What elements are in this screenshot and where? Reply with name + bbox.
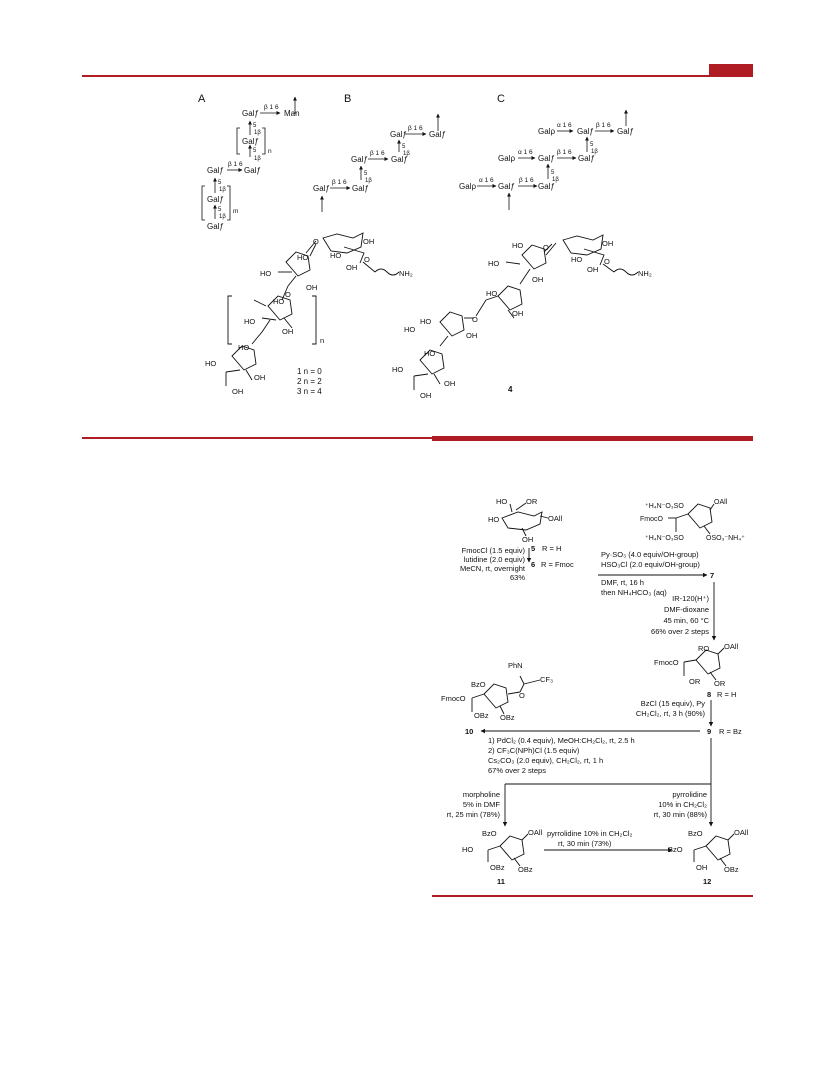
- step-9-12: [654, 790, 708, 819]
- step-7-8: [651, 594, 710, 636]
- cmpd10-labels: [441, 661, 553, 722]
- s1-n: n: [320, 336, 325, 345]
- s1-oh-l: OH: [232, 387, 244, 396]
- s1-o-link: O: [285, 290, 291, 299]
- a-link-5: 5: [253, 123, 257, 129]
- s1-oh-top: OH: [363, 237, 375, 246]
- a-link-5d: 5: [218, 207, 222, 213]
- s1-oh-e: OH: [306, 283, 318, 292]
- c9-label: 9: [707, 727, 712, 736]
- s912-l1: 10% in CH₂Cl₂: [658, 800, 707, 809]
- compound-2: 2 n = 2: [297, 377, 322, 386]
- s4-ho-h: HO: [420, 317, 432, 326]
- s1-nh2: NH₂: [399, 269, 413, 278]
- c-r2-4: Galƒ: [578, 154, 595, 163]
- c8-r: R = H: [717, 690, 737, 699]
- c5-oh: OH: [522, 535, 534, 544]
- c12-oall: OAll: [734, 828, 749, 837]
- structure-4-labels: [392, 239, 652, 400]
- s1-ho-d: HO: [260, 269, 272, 278]
- a-link-5c: 5: [218, 180, 222, 186]
- cmpd11-drawing: [488, 834, 528, 866]
- c7-b: ⁺H₄N⁻O₃SO: [645, 535, 684, 542]
- s910-l3: 67% over 2 steps: [488, 766, 546, 775]
- s1-oh-b: OH: [346, 263, 358, 272]
- c8-or: OR: [714, 679, 726, 688]
- s1-ho-j: HO: [205, 359, 217, 368]
- b-r2-right: Galƒ: [391, 155, 408, 164]
- compound-4-label: 4: [508, 385, 513, 394]
- c8-ro: RO: [698, 644, 710, 653]
- s4-oh-j: OH: [466, 331, 478, 340]
- s4-o-mid: O: [472, 315, 478, 324]
- s4-ho-f: HO: [486, 289, 498, 298]
- s89-l1: CH₂Cl₂, rt, 3 h (90%): [635, 709, 705, 718]
- s4-oh-n: OH: [420, 391, 432, 400]
- s4-ho-d: HO: [488, 259, 500, 268]
- s4-ho-i: HO: [404, 325, 416, 334]
- c-link5-a: 5: [590, 142, 594, 148]
- b-r2-left: Galƒ: [351, 155, 368, 164]
- c12-bzo: BzO: [688, 829, 703, 838]
- c-r1-2: Galƒ: [577, 127, 594, 136]
- compound-1: 1 n = 0: [297, 367, 322, 376]
- cmpd12-labels: [668, 828, 749, 886]
- b-r3-left: Galƒ: [313, 184, 330, 193]
- s911-l2: rt, 25 min (78%): [446, 810, 500, 819]
- cmpd8-labels: [654, 642, 739, 699]
- s4-oh-g: OH: [512, 309, 524, 318]
- c-r2-2: Galƒ: [538, 154, 555, 163]
- a-bracket-unit: Galƒ: [242, 137, 259, 146]
- s56-l0: FmocCl (1.5 equiv): [461, 546, 525, 555]
- s67-l0: Py·SO₃ (4.0 equiv/OH-group): [601, 550, 699, 559]
- a-link-5b: 5: [253, 148, 257, 154]
- cmpd5-drawing: [502, 503, 548, 536]
- step-9-10: [488, 736, 635, 775]
- c10-obz: OBz: [500, 713, 515, 722]
- c11-label: 11: [497, 877, 505, 886]
- a-n: n: [268, 148, 272, 155]
- c5-label: 5: [531, 544, 536, 553]
- s1-o-ring: O: [313, 237, 319, 246]
- c11-obz: OBz: [518, 865, 533, 874]
- c-r1-3: β 1 6: [596, 122, 611, 129]
- c-r2-3: β 1 6: [557, 149, 572, 156]
- c10-fmoco: FmocO: [441, 694, 466, 703]
- s67-l2: DMF, rt, 16 h: [601, 578, 644, 587]
- c-r3-4: Galƒ: [538, 182, 555, 191]
- structure-1-3: [226, 233, 399, 386]
- b-r1-link: β 1 6: [408, 125, 423, 132]
- a-mannose: Man: [284, 109, 300, 118]
- b-r3-link: β 1 6: [332, 179, 347, 186]
- a-link-1b: 1β: [254, 130, 261, 136]
- panel-label-b: B: [344, 93, 352, 105]
- s1-ho-f: HO: [273, 297, 285, 306]
- s4-nh2: NH₂: [638, 269, 652, 278]
- s56-l1: lutidine (2.0 equiv): [463, 555, 525, 564]
- s4-o-anomeric: O: [604, 257, 610, 266]
- c-r1-0: Galρ: [538, 127, 555, 136]
- cmpd12-drawing: [694, 834, 734, 866]
- c-r1-4: Galƒ: [617, 127, 634, 136]
- c-r1-1: α 1 6: [557, 122, 572, 129]
- a-link-1b-b: 1β: [254, 156, 261, 162]
- b-r1-left: Galƒ: [390, 130, 407, 139]
- c8-label: 8: [707, 690, 712, 699]
- c5-ho-left: HO: [488, 515, 500, 524]
- c-r3-2: Galƒ: [498, 182, 515, 191]
- s912-l2: rt, 30 min (88%): [653, 810, 707, 819]
- step-8-9: [636, 699, 706, 718]
- c-link1b-a: 1β: [591, 149, 598, 155]
- c9-r: R = Bz: [719, 727, 742, 736]
- c10-cf3: CF₃: [540, 675, 554, 684]
- s4-ho-l: HO: [392, 365, 404, 374]
- cmpd7-labels: [640, 499, 745, 542]
- c7-fmoco: FmocO: [640, 516, 663, 523]
- a-mid-link: β 1 6: [228, 161, 243, 168]
- panel-label-a: A: [198, 93, 206, 105]
- c10-obz2: OBz: [474, 711, 489, 720]
- s56-l3: 63%: [509, 573, 525, 582]
- s1112-l1: rt, 30 min (73%): [558, 839, 612, 848]
- s911-l0: morpholine: [462, 790, 500, 799]
- s78-l3: 66% over 2 steps: [651, 627, 709, 636]
- s910-l1: 2) CF₃C(NPh)Cl (1.5 equiv): [488, 746, 580, 755]
- c6-label: 6: [531, 560, 536, 569]
- s78-l2: 45 min, 60 °C: [663, 616, 709, 625]
- s1-ho-i: HO: [238, 343, 250, 352]
- c7-oall: OAll: [714, 499, 728, 506]
- c-r3-0: Galρ: [459, 182, 476, 191]
- cmpd11-labels: [462, 828, 543, 886]
- c5-or: OR: [526, 497, 538, 506]
- s910-l2: Cs₂CO₃ (2.0 equiv), CH₂Cl₂, rt, 1 h: [488, 756, 604, 765]
- a-mid-left: Galƒ: [207, 166, 224, 175]
- s912-l0: pyrrolidine: [672, 790, 707, 799]
- a-m: m: [233, 208, 239, 215]
- c10-bzo: BzO: [471, 680, 486, 689]
- c10-o: O: [519, 691, 525, 700]
- s78-l1: DMF-dioxane: [663, 605, 709, 614]
- a-top-link: β 1 6: [264, 104, 279, 111]
- c-r2-1: α 1 6: [518, 149, 533, 156]
- a-top-galf: Galƒ: [242, 109, 259, 118]
- c8-oall: OAll: [724, 642, 739, 651]
- b-link5-b: 5: [364, 171, 368, 177]
- s1-ho-g: HO: [244, 317, 256, 326]
- panel-a-labels: [207, 104, 300, 231]
- c-link5-b: 5: [551, 170, 555, 176]
- s1112-l0: pyrrolidine 10% in CH₂Cl₂: [547, 829, 633, 838]
- c8-or2: OR: [689, 677, 701, 686]
- c10-label: 10: [465, 727, 474, 736]
- c11-bzo: BzO: [482, 829, 497, 838]
- c-r2-0: Galρ: [498, 154, 515, 163]
- c-r3-3: β 1 6: [519, 177, 534, 184]
- s910-l0: 1) PdCl₂ (0.4 equiv), MeOH:CH₂Cl₂, rt, 2.5 h: [488, 736, 635, 745]
- c7-label: 7: [710, 571, 715, 580]
- c7-a: ⁺H₄N⁻O₃SO: [645, 503, 684, 510]
- a-link-1b-d: 1β: [219, 214, 226, 220]
- c7-c: OSO₃⁻NH₄⁺: [706, 535, 745, 542]
- c12-oh: OH: [696, 863, 708, 872]
- step-9-11: [447, 790, 501, 819]
- s1-oh-h: OH: [282, 327, 294, 336]
- s4-o-link: O: [543, 243, 549, 252]
- step-5-6: [460, 546, 526, 582]
- c5-oall: OAll: [548, 514, 563, 523]
- c5-rh: R = H: [542, 544, 562, 553]
- c11-ho: HO: [462, 845, 474, 854]
- compound-3: 3 n = 4: [297, 387, 322, 396]
- a-lower-unit: Galƒ: [207, 195, 224, 204]
- panel-labels: [198, 93, 505, 105]
- s1-o-anomeric: O: [364, 255, 370, 264]
- c11-obz2: OBz: [490, 863, 505, 872]
- compound-list: [297, 367, 322, 396]
- s4-oh-e: OH: [532, 275, 544, 284]
- b-link1b-b: 1β: [365, 178, 372, 184]
- c5-ho-top: HO: [496, 497, 508, 506]
- s4-oh-b: OH: [587, 265, 599, 274]
- s89-l0: BzCl (15 equiv), Py: [640, 699, 705, 708]
- c6-r: R = Fmoc: [541, 560, 574, 569]
- step-11-12: [547, 829, 633, 848]
- panel-label-c: C: [497, 93, 505, 105]
- s1-ho-a: HO: [330, 251, 342, 260]
- c12-obz: OBz: [724, 865, 739, 874]
- a-link-1b-c: 1β: [219, 187, 226, 193]
- s4-ho-k: HO: [424, 349, 436, 358]
- panel-c-labels: [459, 122, 634, 191]
- s56-l2: MeCN, rt, overnight: [459, 564, 525, 573]
- s1-oh-k: OH: [254, 373, 266, 382]
- b-r2-link: β 1 6: [370, 150, 385, 157]
- s78-l0: IR-120(H⁺): [672, 594, 709, 603]
- s4-ho-a: HO: [571, 255, 583, 264]
- b-link1b-a: 1β: [403, 151, 410, 157]
- s4-ho-c: HO: [512, 241, 524, 250]
- s911-l1: 5% in DMF: [462, 800, 500, 809]
- s67-l1: HSO₃Cl (2.0 equiv/OH-group): [601, 560, 700, 569]
- c-link1b-b: 1β: [552, 177, 559, 183]
- s67-l3: then NH₄HCO₃ (aq): [601, 588, 667, 597]
- c10-phn: PhN: [508, 661, 523, 670]
- s4-oh-top: OH: [602, 239, 614, 248]
- b-r3-right: Galƒ: [352, 184, 369, 193]
- step-6-7: [601, 550, 700, 597]
- b-r1-right: Galƒ: [429, 130, 446, 139]
- s4-oh-m: OH: [444, 379, 456, 388]
- c11-oall: OAll: [528, 828, 543, 837]
- c-r3-1: α 1 6: [479, 177, 494, 184]
- a-mid-right: Galƒ: [244, 166, 261, 175]
- c12-bzo2: BzO: [668, 845, 683, 854]
- b-link5-a: 5: [402, 144, 406, 150]
- s1-ho-c: HO: [297, 253, 309, 262]
- a-bottom: Galƒ: [207, 222, 224, 231]
- c8-fmoco: FmocO: [654, 658, 679, 667]
- c12-label: 12: [703, 877, 712, 886]
